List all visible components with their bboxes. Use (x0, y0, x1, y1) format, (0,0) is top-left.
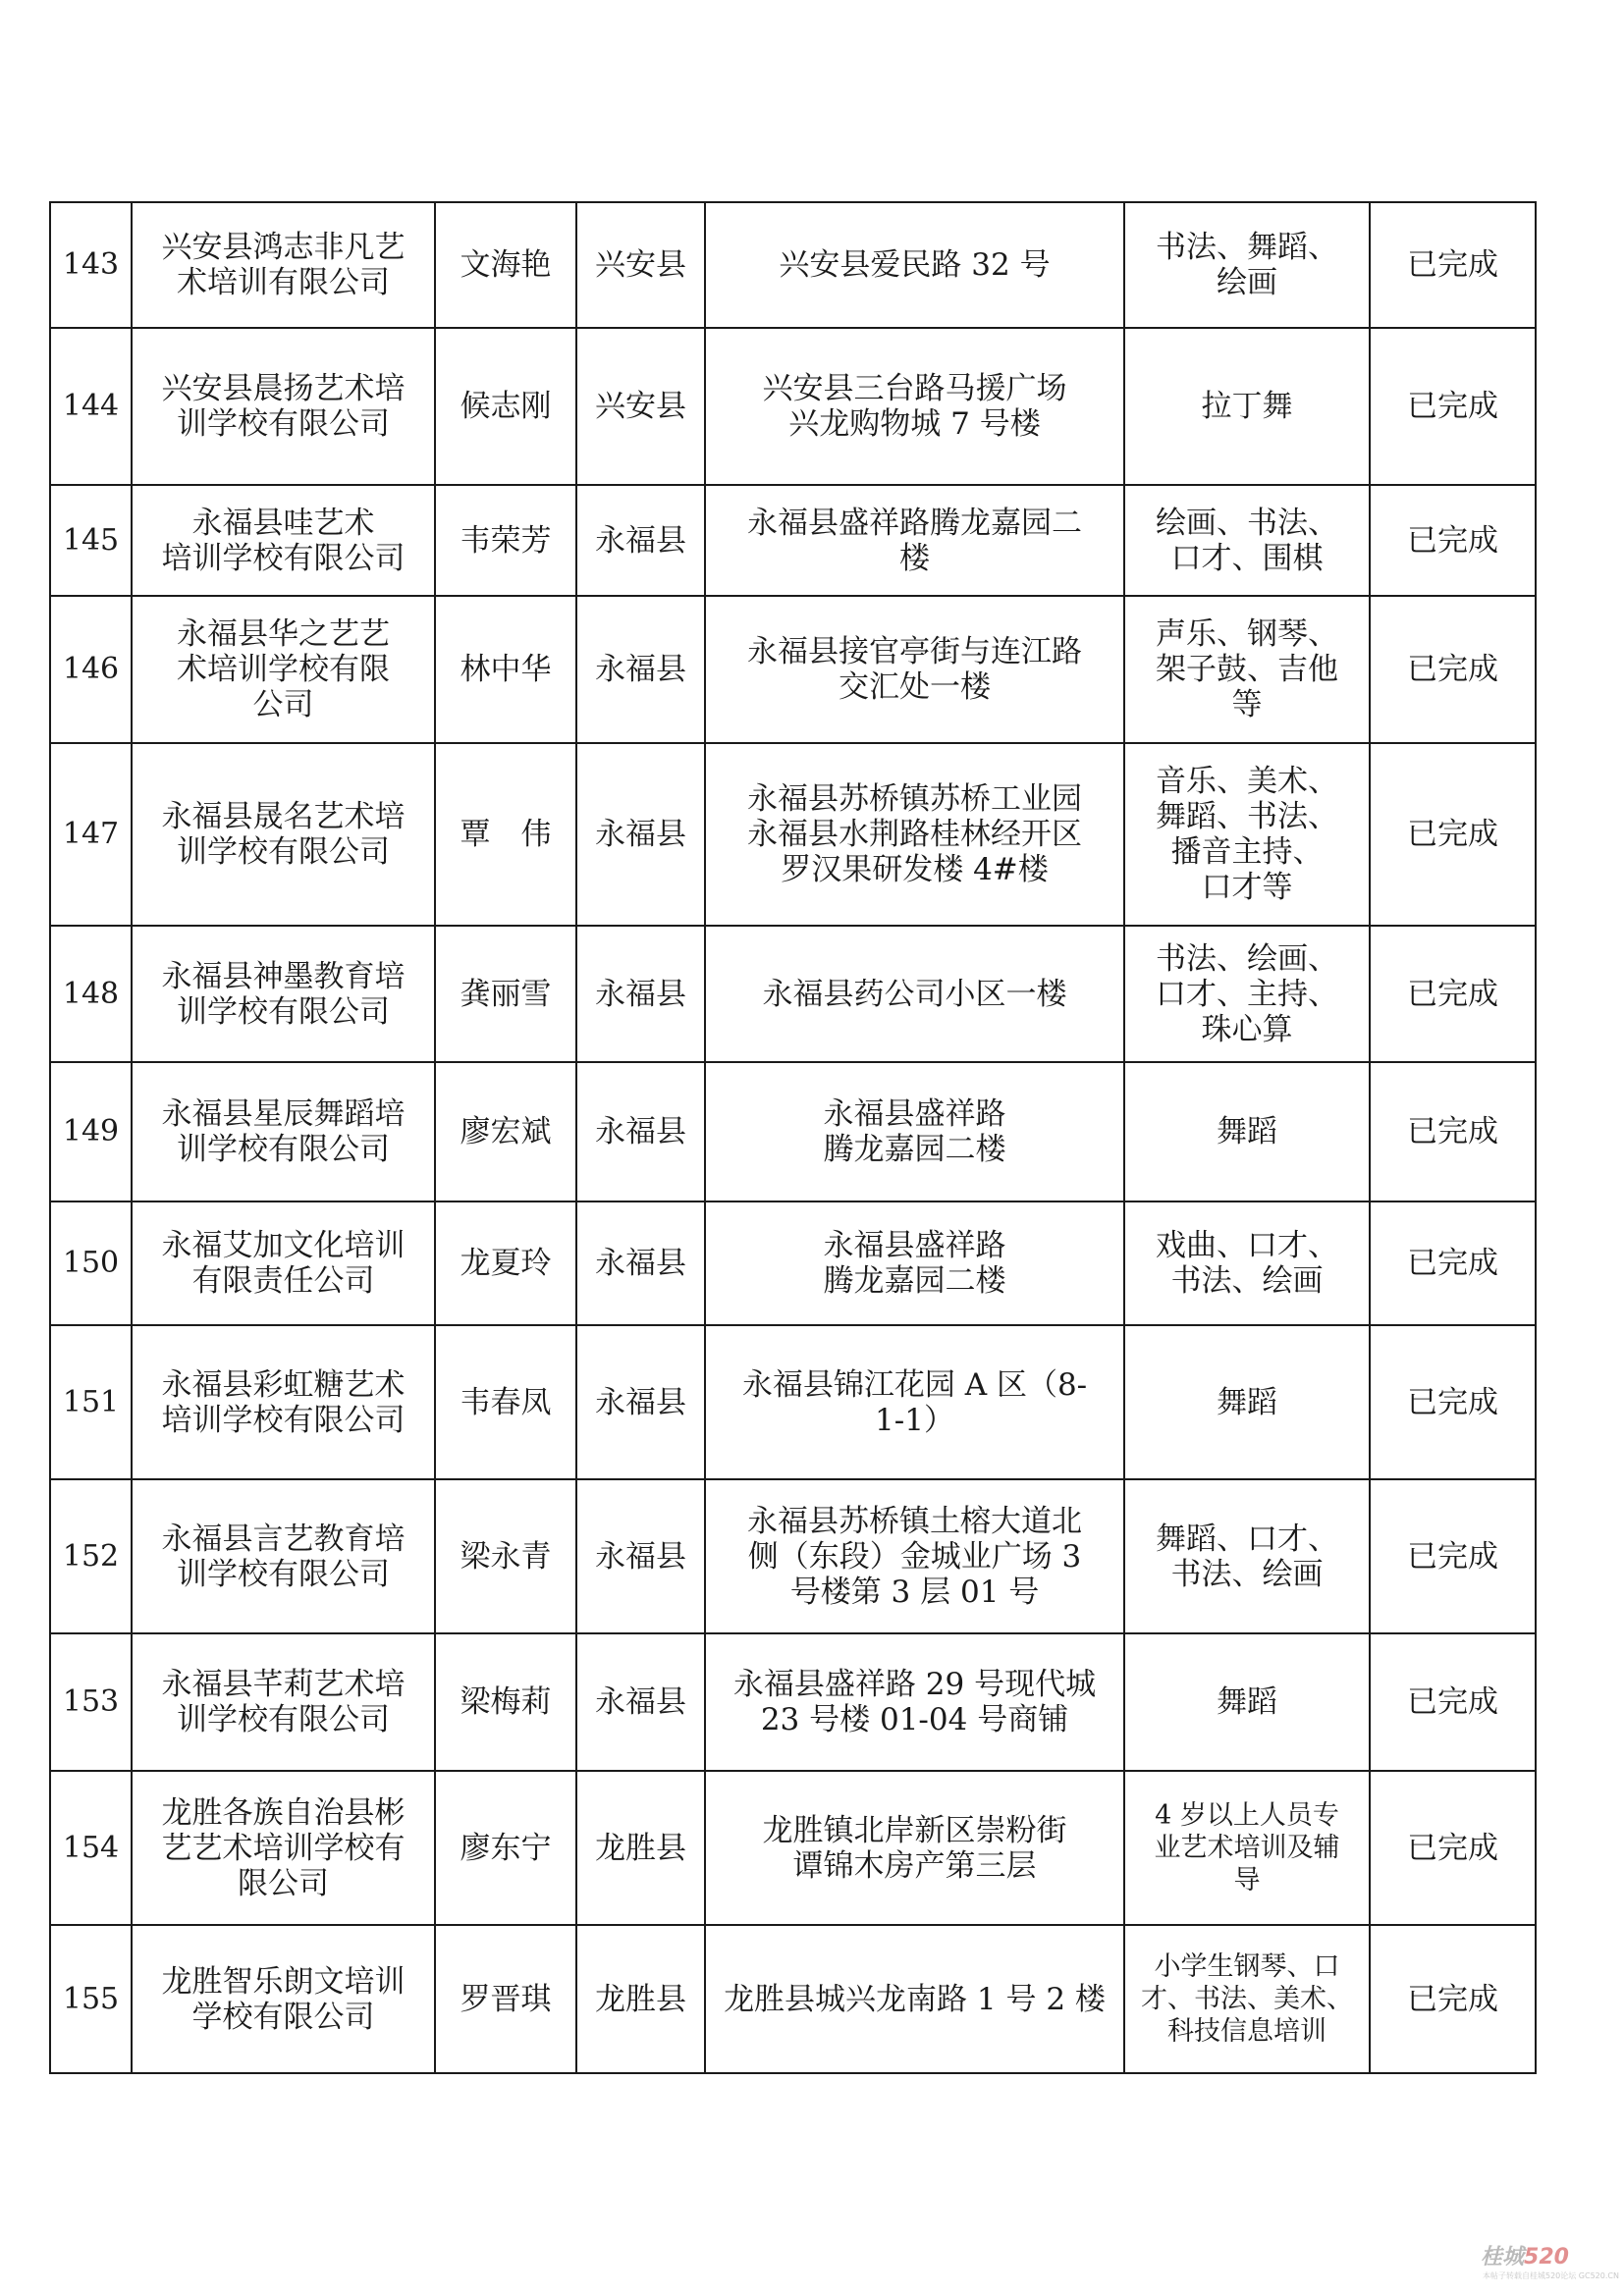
watermark-caption: 本帖子转载自桂城520论坛 GC520.CN (1483, 2271, 1619, 2280)
county: 永福县 (576, 926, 705, 1062)
status: 已完成 (1370, 1633, 1536, 1771)
row-number: 154 (50, 1771, 132, 1925)
row-number: 151 (50, 1325, 132, 1479)
institution-name: 永福县哇艺术 培训学校有限公司 (132, 485, 435, 596)
row-number: 145 (50, 485, 132, 596)
county: 永福县 (576, 1062, 705, 1201)
status: 已完成 (1370, 743, 1536, 926)
legal-person: 龚丽雪 (435, 926, 576, 1062)
training-subjects: 戏曲、口才、 书法、绘画 (1124, 1201, 1370, 1325)
training-subjects: 舞蹈 (1124, 1325, 1370, 1479)
row-number: 144 (50, 328, 132, 485)
legal-person: 韦荣芳 (435, 485, 576, 596)
legal-person: 覃 伟 (435, 743, 576, 926)
table-row (50, 1062, 1536, 1201)
institution-name: 永福县华之艺艺 术培训学校有限 公司 (132, 596, 435, 743)
training-subjects: 舞蹈、口才、 书法、绘画 (1124, 1479, 1370, 1633)
training-subjects: 小学生钢琴、口 才、书法、美术、 科技信息培训 (1124, 1925, 1370, 2073)
table-row (50, 596, 1536, 743)
status: 已完成 (1370, 1771, 1536, 1925)
county: 永福县 (576, 1201, 705, 1325)
address: 永福县盛祥路 29 号现代城 23 号楼 01-04 号商铺 (705, 1633, 1124, 1771)
legal-person: 林中华 (435, 596, 576, 743)
status: 已完成 (1370, 202, 1536, 328)
table-row (50, 1633, 1536, 1771)
row-number: 152 (50, 1479, 132, 1633)
county: 永福县 (576, 1479, 705, 1633)
address: 兴安县爱民路 32 号 (705, 202, 1124, 328)
training-subjects: 音乐、美术、 舞蹈、书法、 播音主持、 口才等 (1124, 743, 1370, 926)
table-row (50, 1925, 1536, 2073)
county: 兴安县 (576, 328, 705, 485)
address: 永福县锦江花园 A 区（8- 1-1） (705, 1325, 1124, 1479)
address: 龙胜镇北岸新区崇粉街 谭锦木房产第三层 (705, 1771, 1124, 1925)
watermark-logo: 桂城520 (1481, 2245, 1569, 2269)
address: 永福县药公司小区一楼 (705, 926, 1124, 1062)
table-row (50, 1479, 1536, 1633)
address: 永福县接官亭街与连江路 交汇处一楼 (705, 596, 1124, 743)
training-subjects: 4 岁以上人员专 业艺术培训及辅 导 (1124, 1771, 1370, 1925)
row-number: 143 (50, 202, 132, 328)
training-subjects: 舞蹈 (1124, 1633, 1370, 1771)
row-number: 148 (50, 926, 132, 1062)
row-number: 155 (50, 1925, 132, 2073)
training-subjects: 舞蹈 (1124, 1062, 1370, 1201)
institution-name: 永福县芊莉艺术培 训学校有限公司 (132, 1633, 435, 1771)
table-row (50, 485, 1536, 596)
institution-name: 龙胜各族自治县彬 艺艺术培训学校有 限公司 (132, 1771, 435, 1925)
institution-name: 永福县晟名艺术培 训学校有限公司 (132, 743, 435, 926)
address: 龙胜县城兴龙南路 1 号 2 楼 (705, 1925, 1124, 2073)
institution-name: 永福县彩虹糖艺术 培训学校有限公司 (132, 1325, 435, 1479)
legal-person: 罗晋琪 (435, 1925, 576, 2073)
table-row (50, 1201, 1536, 1325)
row-number: 147 (50, 743, 132, 926)
status: 已完成 (1370, 1925, 1536, 2073)
legal-person: 梁永青 (435, 1479, 576, 1633)
training-subjects: 书法、舞蹈、 绘画 (1124, 202, 1370, 328)
table-row (50, 328, 1536, 485)
legal-person: 梁梅莉 (435, 1633, 576, 1771)
county: 永福县 (576, 743, 705, 926)
status: 已完成 (1370, 485, 1536, 596)
address: 永福县盛祥路 腾龙嘉园二楼 (705, 1201, 1124, 1325)
status: 已完成 (1370, 596, 1536, 743)
table-row (50, 926, 1536, 1062)
legal-person: 廖东宁 (435, 1771, 576, 1925)
table-row (50, 1771, 1536, 1925)
county: 龙胜县 (576, 1771, 705, 1925)
institution-name: 永福县言艺教育培 训学校有限公司 (132, 1479, 435, 1633)
status: 已完成 (1370, 1325, 1536, 1479)
institution-name: 永福县星辰舞蹈培 训学校有限公司 (132, 1062, 435, 1201)
status: 已完成 (1370, 1479, 1536, 1633)
institution-name: 兴安县鸿志非凡艺 术培训有限公司 (132, 202, 435, 328)
status: 已完成 (1370, 328, 1536, 485)
row-number: 150 (50, 1201, 132, 1325)
institution-name: 永福艾加文化培训 有限责任公司 (132, 1201, 435, 1325)
county: 兴安县 (576, 202, 705, 328)
table-row (50, 1325, 1536, 1479)
county: 永福县 (576, 1325, 705, 1479)
site-watermark (1481, 2245, 1619, 2284)
training-subjects: 声乐、钢琴、 架子鼓、吉他 等 (1124, 596, 1370, 743)
county: 永福县 (576, 1633, 705, 1771)
row-number: 146 (50, 596, 132, 743)
address: 永福县苏桥镇苏桥工业园 永福县水荆路桂林经开区 罗汉果研发楼 4#楼 (705, 743, 1124, 926)
legal-person: 韦春凤 (435, 1325, 576, 1479)
institution-name: 龙胜智乐朗文培训 学校有限公司 (132, 1925, 435, 2073)
address: 永福县盛祥路腾龙嘉园二 楼 (705, 485, 1124, 596)
institution-name: 兴安县晨扬艺术培 训学校有限公司 (132, 328, 435, 485)
table-row (50, 202, 1536, 328)
training-subjects: 书法、绘画、 口才、主持、 珠心算 (1124, 926, 1370, 1062)
county: 永福县 (576, 485, 705, 596)
training-school-table (49, 201, 1537, 2074)
county: 龙胜县 (576, 1925, 705, 2073)
county: 永福县 (576, 596, 705, 743)
status: 已完成 (1370, 926, 1536, 1062)
legal-person: 廖宏斌 (435, 1062, 576, 1201)
institution-name: 永福县神墨教育培 训学校有限公司 (132, 926, 435, 1062)
status: 已完成 (1370, 1201, 1536, 1325)
row-number: 153 (50, 1633, 132, 1771)
address: 永福县苏桥镇土榕大道北 侧（东段）金城业广场 3 号楼第 3 层 01 号 (705, 1479, 1124, 1633)
status: 已完成 (1370, 1062, 1536, 1201)
training-subjects: 拉丁舞 (1124, 328, 1370, 485)
address: 永福县盛祥路 腾龙嘉园二楼 (705, 1062, 1124, 1201)
training-subjects: 绘画、书法、 口才、围棋 (1124, 485, 1370, 596)
row-number: 149 (50, 1062, 132, 1201)
legal-person: 文海艳 (435, 202, 576, 328)
legal-person: 候志刚 (435, 328, 576, 485)
address: 兴安县三台路马援广场 兴龙购物城 7 号楼 (705, 328, 1124, 485)
legal-person: 龙夏玲 (435, 1201, 576, 1325)
table-row (50, 743, 1536, 926)
